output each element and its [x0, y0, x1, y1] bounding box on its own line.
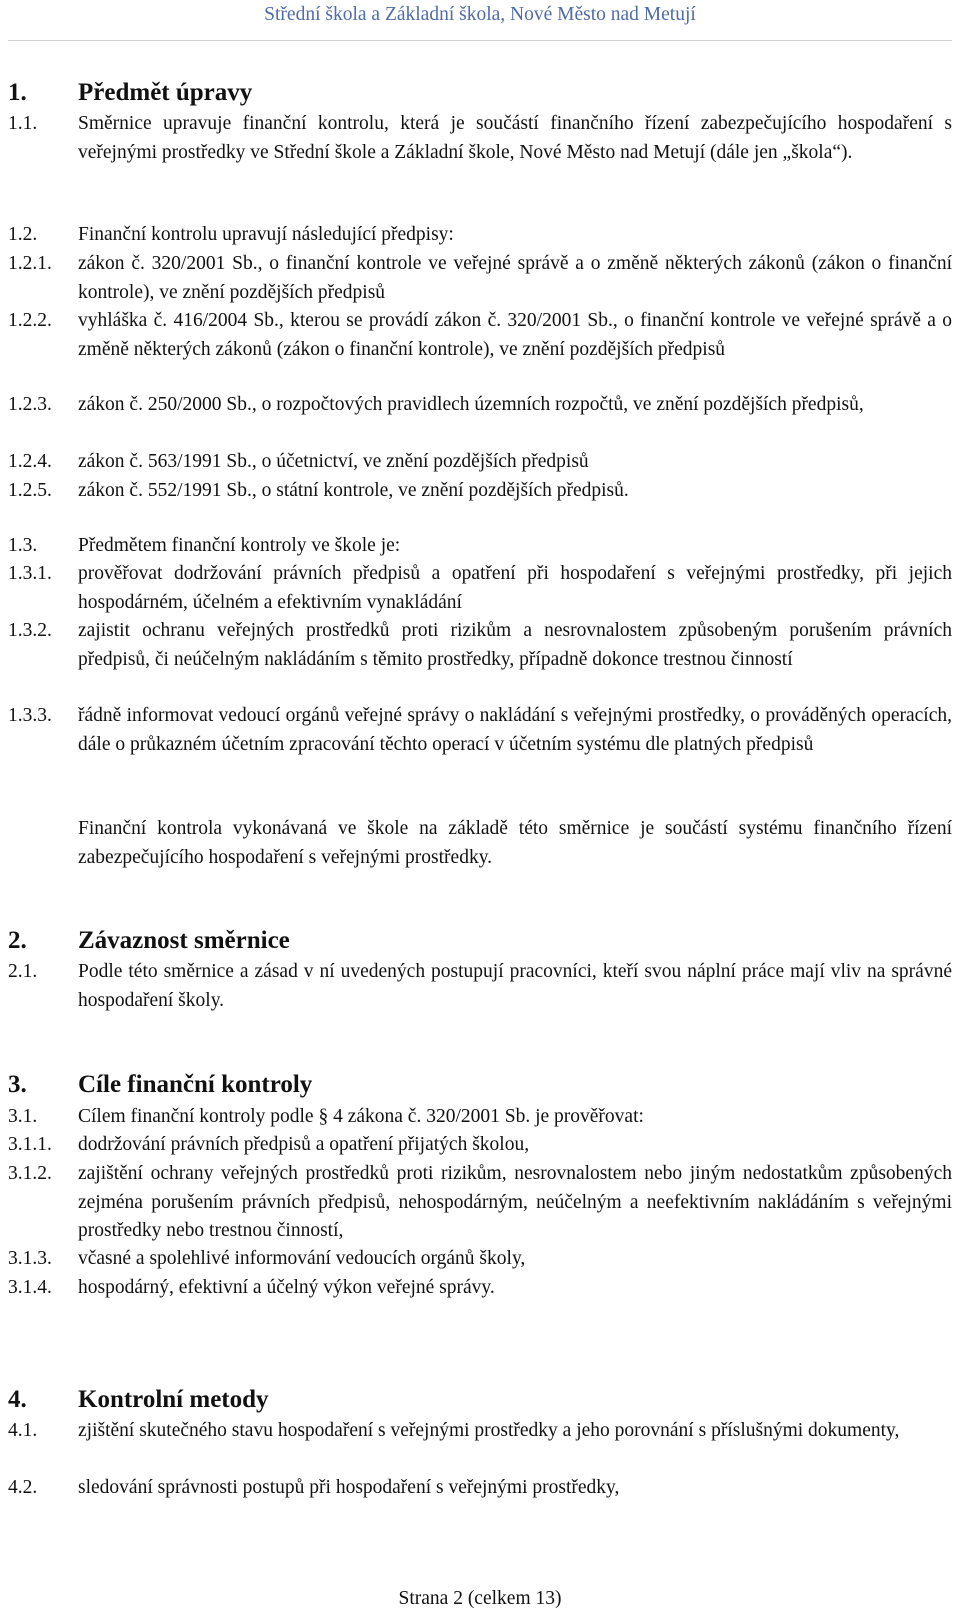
clause-number: 1.2.1.: [8, 253, 52, 274]
section-title: Závaznost směrnice: [78, 927, 290, 954]
clause-number: 3.1.3.: [8, 1248, 52, 1269]
clause-item: [8, 958, 952, 1015]
clause-item: [8, 1474, 952, 1503]
clause-text: Cílem finanční kontroly podle § 4 zákona č. 320/2001 Sb. je prověřovat:: [78, 1106, 644, 1127]
clause-number: 3.1.1.: [8, 1134, 52, 1155]
clause-text: sledování správnosti postupů při hospodaření s veřejnými prostředky,: [78, 1477, 620, 1498]
clause-item: [8, 477, 952, 506]
clause-number: 1.3.2.: [8, 620, 52, 641]
clause-number: 1.2.5.: [8, 480, 52, 501]
clause-number: 4.1.: [8, 1420, 38, 1441]
clause-number: 1.2.3.: [8, 394, 52, 415]
clause-item: [8, 532, 952, 561]
clause-item: [8, 250, 952, 307]
clause-number: 1.3.1.: [8, 563, 52, 584]
clause-text: Směrnice upravuje finanční kontrolu, která je součástí finančního řízení zabezpečujícího hospodaření s veřejnými prostředky ve Střední škole a Základní škole, Nové Město nad Metují (dále jen „škola“).: [78, 113, 952, 163]
clause-number: 4.2.: [8, 1477, 38, 1498]
clause-item: [8, 617, 952, 674]
section-title: Předmět úpravy: [78, 79, 253, 106]
closing-paragraph: Finanční kontrola vykonávaná ve škole na základě této směrnice je součástí systému finančního řízení zabezpečujícího hospodaření s veřejnými prostředky.: [78, 818, 952, 868]
clause-text: Předmětem finanční kontroly ve škole je:: [78, 535, 401, 556]
section-title: Cíle finanční kontroly: [78, 1071, 313, 1098]
section-number: 3.: [8, 1071, 27, 1098]
clause-number: 2.1.: [8, 961, 38, 982]
clause-text: zákon č. 563/1991 Sb., o účetnictví, ve znění pozdějších předpisů: [78, 451, 589, 472]
clause-text: hospodárný, efektivní a účelný výkon veřejné správy.: [78, 1277, 495, 1298]
clause-text: zajistit ochranu veřejných prostředků proti rizikům a nesrovnalostem způsobeným porušením právních předpisů, či neúčelným nakládáním s těmito prostředky, případně dokonce trestnou činností: [78, 620, 952, 670]
clause-text: zákon č. 250/2000 Sb., o rozpočtových pravidlech územních rozpočtů, ve znění pozdějších předpisů,: [78, 394, 864, 415]
clause-number: 1.3.3.: [8, 705, 52, 726]
clause-text: včasné a spolehlivé informování vedoucích orgánů školy,: [78, 1248, 526, 1269]
section-number: 2.: [8, 927, 27, 954]
clause-text: zajištění ochrany veřejných prostředků proti rizikům, nesrovnalostem nebo jiným nedostatkům způsobených zejména porušením právních předpisů, nehospodárným, neúčelným a neefektivním nakládáním s veřejnými prostředky nebo trestnou činností,: [78, 1163, 952, 1241]
clause-text: Podle této směrnice a zásad v ní uvedených postupují pracovníci, kteří svou náplní práce mají vliv na správné hospodaření školy.: [78, 961, 952, 1011]
clause-text: dodržování právních předpisů a opatření přijatých školou,: [78, 1134, 530, 1155]
clause-text: zákon č. 320/2001 Sb., o finanční kontrole ve veřejné správě a o změně některých zákonů (zákon o finanční kontrole), ve znění pozdějších předpisů: [78, 253, 952, 303]
clause-item: [8, 1103, 952, 1132]
clause-item: [8, 1274, 952, 1303]
clause-text: prověřovat dodržování právních předpisů a opatření při hospodaření s veřejnými prostředky, při jejich hospodárném, účelném a efektivním vynakládání: [78, 563, 952, 613]
section-number: 4.: [8, 1386, 27, 1413]
clause-item: [8, 702, 952, 759]
clause-text: Finanční kontrolu upravují následující předpisy:: [78, 224, 454, 245]
clause-item: [8, 448, 952, 477]
clause-item: [8, 1131, 952, 1160]
clause-text: vyhláška č. 416/2004 Sb., kterou se provádí zákon č. 320/2001 Sb., o finanční kontrole ve veřejné správě a o změně některých zákonů (zákon o finanční kontrole), ve znění pozdějších předpisů: [78, 310, 952, 360]
clause-item: [8, 221, 952, 250]
clause-number: 3.1.4.: [8, 1277, 52, 1298]
clause-item: [8, 1245, 952, 1274]
clause-text: řádně informovat vedoucí orgánů veřejné správy o nakládání s veřejnými prostředky, o prováděných operacích, dále o průkazném účetním zpracování těchto operací v účetním systému dle platných předpisů: [78, 705, 952, 755]
clause-number: 3.1.2.: [8, 1163, 52, 1184]
clause-number: 1.2.: [8, 224, 38, 245]
clause-item: [8, 1160, 952, 1246]
clause-item: [8, 560, 952, 617]
clause-number: 1.1.: [8, 113, 38, 134]
clause-item: [8, 391, 952, 420]
clause-number: 1.3.: [8, 535, 38, 556]
section-number: 1.: [8, 79, 27, 106]
clause-text: zjištění skutečného stavu hospodaření s veřejnými prostředky a jeho porovnání s příslušnými dokumenty,: [78, 1420, 900, 1441]
clause-number: 1.2.4.: [8, 451, 52, 472]
page-footer: Strana 2 (celkem 13): [398, 1588, 562, 1609]
clause-item: [8, 1417, 952, 1446]
header-divider: [8, 40, 952, 41]
page-header: Střední škola a Základní škola, Nové Město nad Metují: [264, 4, 696, 25]
clause-item: [8, 307, 952, 364]
clause-number: 3.1.: [8, 1106, 38, 1127]
clause-text: zákon č. 552/1991 Sb., o státní kontrole, ve znění pozdějších předpisů.: [78, 480, 629, 501]
section-title: Kontrolní metody: [78, 1386, 269, 1413]
clause-item: [8, 110, 952, 167]
clause-number: 1.2.2.: [8, 310, 52, 331]
